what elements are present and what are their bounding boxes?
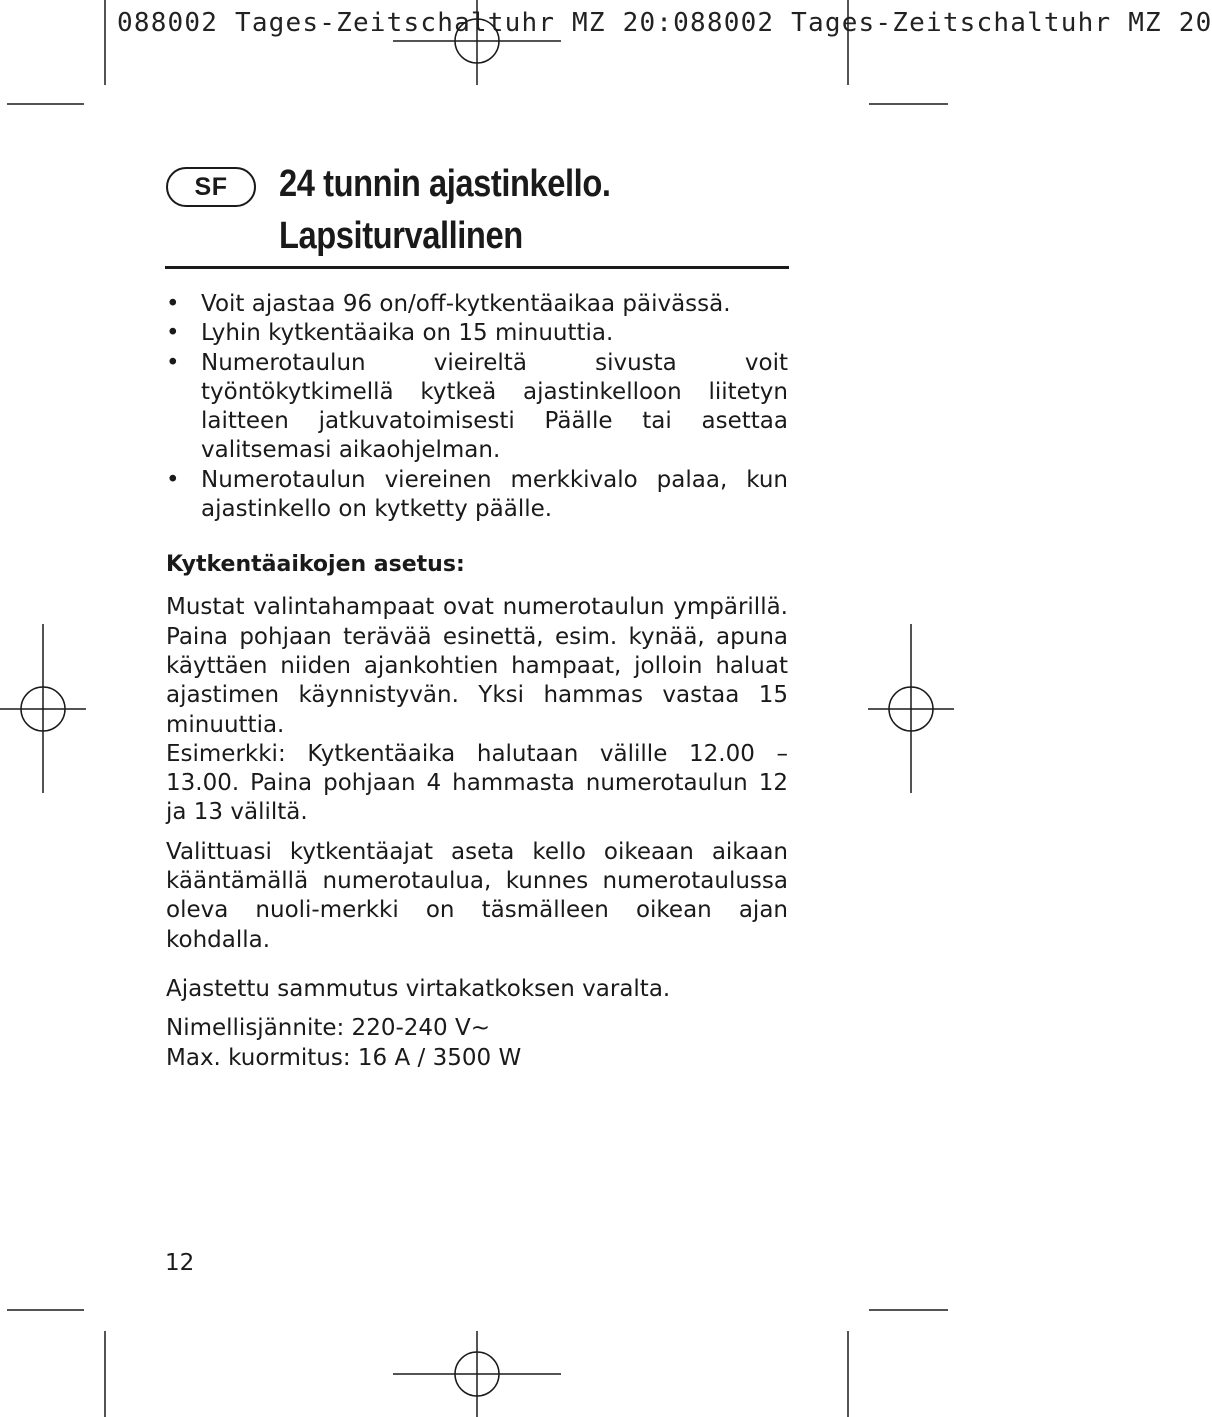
section-heading: Kytkentäaikojen asetus:	[166, 552, 465, 578]
page-title-line-2: Lapsiturvallinen	[279, 215, 523, 257]
feature-list	[166, 290, 788, 524]
feature-item: • Numerotaulun vieireltä sivusta voit työntökytkimellä kytkeä ajastinkelloon liitetyn laitteen jatkuvatoimisesti Päälle tai asettaa valitsemasi aikaohjelman.	[166, 349, 788, 466]
registration-mark-left	[0, 624, 86, 793]
rated-voltage: Nimellisjännite: 220-240 V~	[166, 1015, 490, 1042]
print-header-slug: 088002 Tages-Zeitschaltuhr MZ 20:088002 Tages-Zeitschaltuhr MZ 20	[117, 8, 1212, 38]
registration-mark-top	[393, 0, 561, 85]
clock-set-instructions: Valittuasi kytkentäajat aseta kello oikeaan aikaan kääntämällä numerotaulua, kunnes numerotaulussa oleva nuoli-merkki on täsmälleen oikean ajan kohdalla.	[166, 838, 788, 953]
language-badge: SF	[166, 167, 256, 207]
registration-mark-bottom	[393, 1331, 561, 1417]
feature-item: • Numerotaulun viereinen merkkivalo palaa, kun ajastinkello on kytketty päälle.	[166, 466, 788, 525]
feature-item: • Voit ajastaa 96 on/off-kytkentäaikaa päivässä.	[166, 290, 788, 319]
power-failure-note: Ajastettu sammutus virtakatkoksen varalta.	[166, 975, 671, 1002]
registration-mark-right	[868, 624, 954, 793]
page-title	[279, 158, 611, 262]
page-number: 12	[165, 1250, 195, 1276]
setting-example: Esimerkki: Kytkentäaika halutaan välille 12.00 – 13.00. Paina pohjaan 4 hammasta numerotaulun 12 ja 13 väliltä.	[166, 740, 788, 826]
feature-item: • Lyhin kytkentäaika on 15 minuuttia.	[166, 319, 788, 348]
max-load: Max. kuormitus: 16 A / 3500 W	[166, 1044, 522, 1071]
page-title-line-1: 24 tunnin ajastinkello.	[279, 163, 611, 205]
title-underline	[165, 266, 789, 269]
setting-instructions: Mustat valintahampaat ovat numerotaulun ympärillä. Paina pohjaan terävää esinettä, esim. kynää, apuna käyttäen niiden ajankohtien hampaat, jolloin haluat ajastimen käynnistyvän. Yksi hammas vastaa 15 minuuttia.	[166, 594, 788, 738]
main-content	[166, 290, 788, 1073]
